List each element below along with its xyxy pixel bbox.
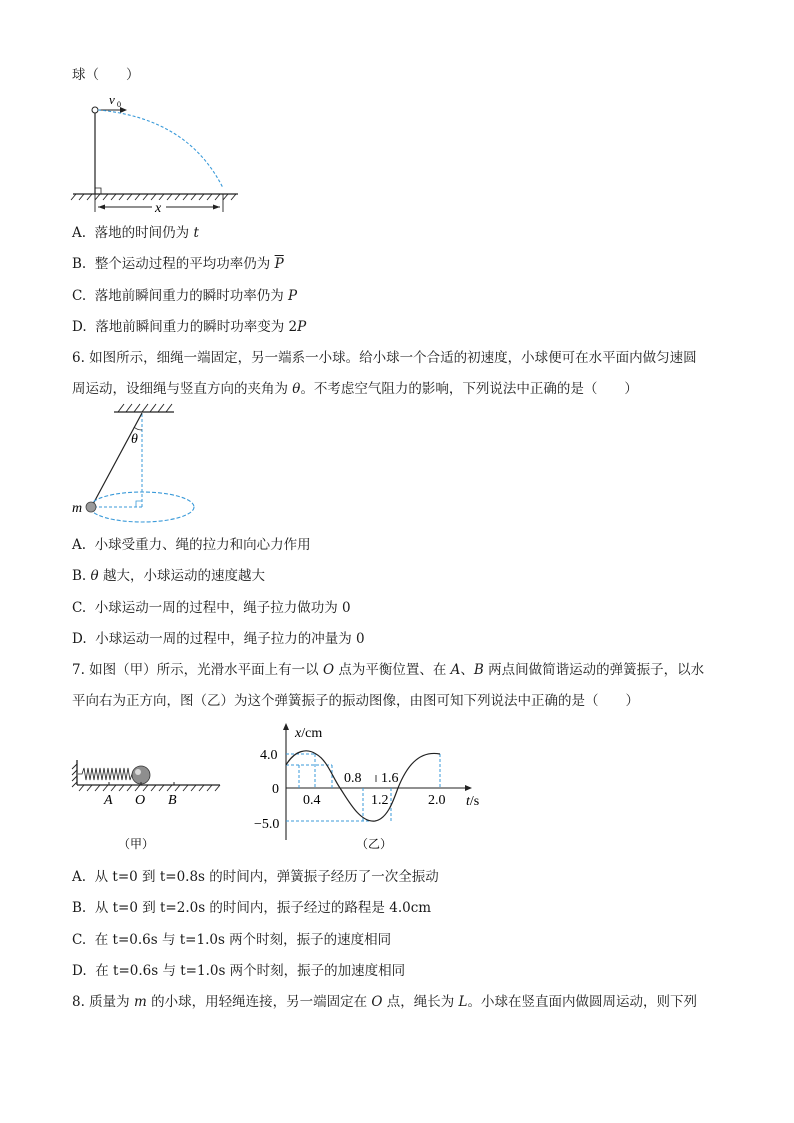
q7-option-a[interactable]: A. 从 t=0 到 t=0.8s 的时间内，弹簧振子经历了一次全振动 xyxy=(72,869,439,885)
q6-option-d[interactable]: D. 小球运动一周的过程中，绳子拉力的冲量为 0 xyxy=(72,631,365,647)
q7-stem-line2: 平向右为正方向，图（乙）为这个弹簧振子的振动图像，由图可知下列说法中正确的是（ ） xyxy=(72,693,639,709)
oscillator-ball xyxy=(132,766,150,784)
tick-1.2: 1.2 xyxy=(371,793,389,808)
launch-point xyxy=(92,107,98,113)
y-axis-label: x/cm xyxy=(295,726,323,741)
point-a-label: A xyxy=(104,793,113,808)
q7-xt-graph xyxy=(250,722,490,857)
v0-subscript: 0 xyxy=(117,100,121,109)
q6-conical-pendulum-figure xyxy=(68,400,208,528)
ball xyxy=(86,502,96,512)
q5-stem-tail: 球（ ） xyxy=(72,67,140,83)
q8-stem-line1: 8. 质量为 m 的小球，用轻绳连接，另一端固定在 O 点，绳长为 L。小球在竖直面内做圆周运动，则下列 xyxy=(72,994,698,1010)
trajectory xyxy=(98,110,223,188)
tick-1.6: 1.6 xyxy=(381,771,399,786)
q6-option-c[interactable]: C. 小球运动一周的过程中，绳子拉力做功为 0 xyxy=(72,600,351,616)
fig-yi-caption: （乙） xyxy=(356,837,393,851)
theta-label: θ xyxy=(131,432,138,447)
q6-stem-line2: 周运动，设细绳与竖直方向的夹角为 θ。不考虑空气阻力的影响，下列说法中正确的是（ ） xyxy=(72,381,638,397)
y-bottom-label: −5.0 xyxy=(254,817,280,832)
x-axis-label: t/s xyxy=(466,794,480,809)
q5-projectile-figure xyxy=(68,88,248,218)
q5-option-a[interactable]: A. 落地的时间仍为 t xyxy=(72,225,199,241)
point-b-label: B xyxy=(168,793,177,808)
tick-0.8: 0.8 xyxy=(344,771,362,786)
fig-jia-caption: （甲） xyxy=(118,837,155,851)
q7-option-c[interactable]: C. 在 t=0.6s 与 t=1.0s 两个时刻，振子的速度相同 xyxy=(72,932,392,948)
y-top-label: 4.0 xyxy=(260,748,278,763)
x-distance-label: x xyxy=(155,201,162,216)
tick-2.0: 2.0 xyxy=(428,793,446,808)
q5-option-d[interactable]: D. 落地前瞬间重力的瞬时功率变为 2P xyxy=(72,319,307,335)
mass-label: m xyxy=(72,501,83,516)
q6-option-b[interactable]: B. θ 越大，小球运动的速度越大 xyxy=(72,568,265,584)
origin-label: 0 xyxy=(272,782,279,797)
tick-0.4: 0.4 xyxy=(303,793,321,808)
spring xyxy=(78,768,134,780)
point-o-label: O xyxy=(135,793,146,808)
q5-option-b[interactable]: B. 整个运动过程的平均功率仍为 $\overline{P}$ xyxy=(72,256,284,272)
v0-label: v xyxy=(109,92,115,107)
q6-option-a[interactable]: A. 小球受重力、绳的拉力和向心力作用 xyxy=(72,537,311,553)
q5-option-c[interactable]: C. 落地前瞬间重力的瞬时功率仍为 P xyxy=(72,288,298,304)
q6-stem-line1: 6. 如图所示，细绳一端固定，另一端系一小球。给小球一个合适的初速度，小球便可在水平面内做匀速圆 xyxy=(72,350,697,366)
q7-stem-line1: 7. 如图（甲）所示，光滑水平面上有一以 O 点为平衡位置、在 A、B 两点间做简谐运动的弹簧振子，以水 xyxy=(72,662,705,678)
q7-option-d[interactable]: D. 在 t=0.6s 与 t=1.0s 两个时刻，振子的加速度相同 xyxy=(72,963,406,979)
q7-option-b[interactable]: B. 从 t=0 到 t=2.0s 的时间内，振子经过的路程是 4.0cm xyxy=(72,900,432,916)
q7-spring-oscillator-figure xyxy=(68,752,238,856)
